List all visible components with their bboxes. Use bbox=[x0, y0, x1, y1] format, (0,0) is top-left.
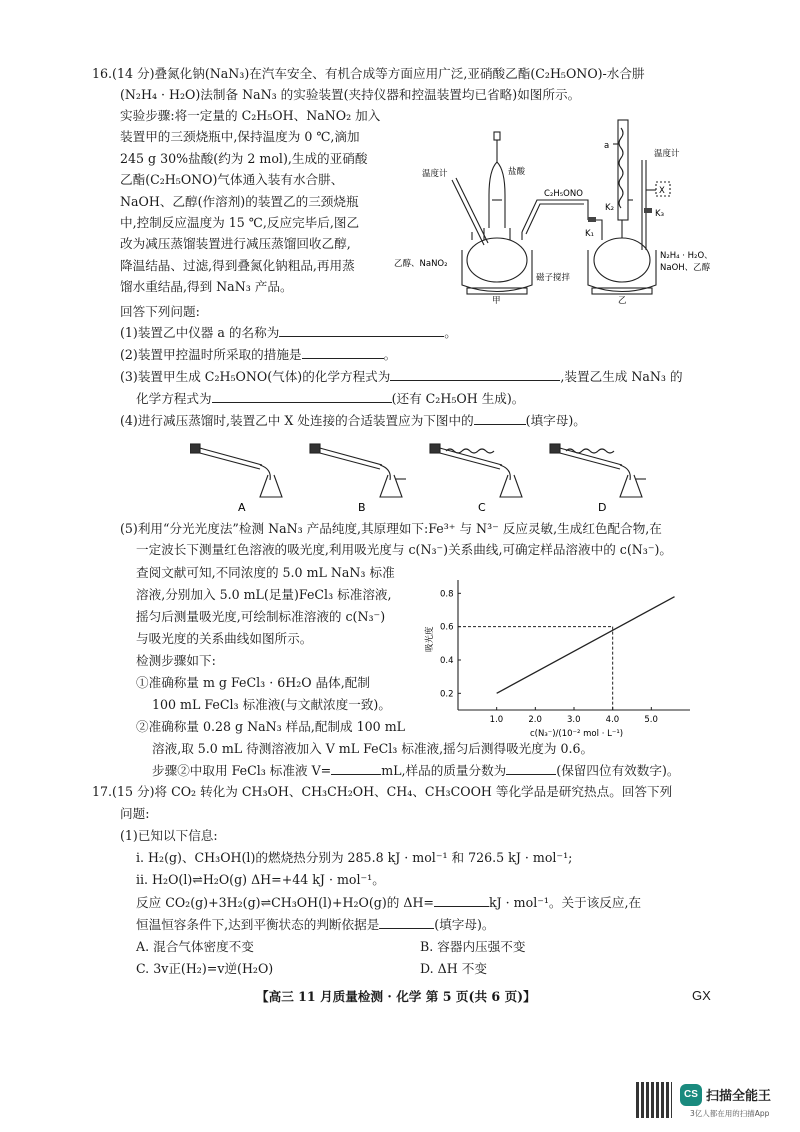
q16-sub5-text: 步骤②中取用 FeCl₃ 标准液 V= bbox=[152, 763, 332, 778]
q17-option-b: B. 容器内压强不变 bbox=[420, 939, 526, 954]
calibration-chart bbox=[420, 572, 710, 740]
q16-sub3-text: (还有 C₂H₅OH 生成)。 bbox=[391, 391, 525, 406]
answer-blank[interactable] bbox=[379, 916, 434, 929]
q16-line1: 16.(14 分)叠氮化钠(NaN₃)在汽车安全、有机合成等方面应用广泛,亚硝酸乙酯(C₂H₅ONO)-水合肼 bbox=[92, 66, 645, 81]
q16-sub3-text: (3)装置甲生成 C₂H₅ONO(气体)的化学方程式为 bbox=[120, 369, 391, 384]
label-left-contents: 乙醇、NaNO₂ bbox=[394, 259, 448, 269]
label-k1: K₁ bbox=[585, 229, 594, 239]
chart-series bbox=[458, 597, 675, 710]
page-footer: 【高三 11 月质量检测 · 化学 第 5 页(共 6 页)】 bbox=[256, 989, 536, 1004]
q16-sub5-text: 摇匀后测量吸光度,可绘制标准溶液的 c(N₃⁻) bbox=[136, 609, 386, 624]
q16-para: NaOH、乙醇(作溶剂)的装置乙的三颈烧瓶 bbox=[120, 194, 359, 209]
q16-sub4-text: (填字母)。 bbox=[525, 413, 586, 428]
chart-ticks bbox=[440, 589, 658, 725]
answer-blank[interactable] bbox=[434, 894, 489, 907]
answer-blank[interactable] bbox=[279, 324, 444, 337]
y-tick-label: 0.4 bbox=[440, 656, 454, 666]
label-jia: 甲 bbox=[492, 296, 501, 305]
q17-sub1: (1)已知以下信息: bbox=[120, 828, 218, 843]
q16-para: 馏水重结晶,得到 NaN₃ 产品。 bbox=[120, 279, 293, 294]
q16-para: 改为减压蒸馏装置进行减压蒸馏回收乙醇, bbox=[120, 236, 351, 251]
label-stirrer: 磁子搅拌 bbox=[536, 273, 571, 283]
q16-sub3 bbox=[120, 367, 683, 386]
q16-sub2 bbox=[120, 345, 396, 364]
chart-axes bbox=[458, 580, 690, 710]
q16-sub1 bbox=[120, 323, 457, 342]
q17-criteria-line bbox=[136, 915, 495, 934]
q16-sub4 bbox=[120, 411, 586, 430]
q16-para: 乙酯(C₂H₅ONO)气体通入装有水合肼、 bbox=[120, 172, 344, 187]
q16-sub5-text: ①准确称量 m g FeCl₃ · 6H₂O 晶体,配制 bbox=[136, 675, 370, 690]
option-d-label: D bbox=[598, 501, 607, 514]
q16-para: 中,控制反应温度为 15 ℃,反应完毕后,图乙 bbox=[120, 215, 360, 230]
q17-option-c: C. 3v正(H₂)=v逆(H₂O) bbox=[136, 961, 274, 976]
q16-sub3-text: 化学方程式为 bbox=[136, 391, 212, 406]
option-c-label: C bbox=[478, 501, 486, 514]
x-tick-label: 4.0 bbox=[605, 715, 620, 725]
paper-code: GX bbox=[692, 988, 711, 1003]
label-hcl: 盐酸 bbox=[508, 167, 526, 177]
q16-sub5-text: (保留四位有效数字)。 bbox=[556, 763, 680, 778]
q16-para: 实验步骤:将一定量的 C₂H₅OH、NaNO₂ 加入 bbox=[120, 108, 381, 123]
q17-option-a: A. 混合气体密度不变 bbox=[136, 939, 254, 954]
condenser-options bbox=[190, 435, 650, 515]
answer-blank[interactable] bbox=[302, 346, 384, 359]
scanner-watermark bbox=[676, 1082, 782, 1122]
q16-sub3-text: ,装置乙生成 NaN₃ 的 bbox=[560, 369, 683, 384]
q17-option-d: D. ΔH 不变 bbox=[420, 961, 487, 976]
q16-sub5-answer-line bbox=[152, 761, 679, 780]
q16-sub5-text: 与吸光度的关系曲线如图所示。 bbox=[136, 631, 313, 646]
apparatus-diagram bbox=[392, 100, 722, 305]
label-right-contents-2: NaOH、乙醇 bbox=[660, 263, 711, 273]
q17-line2: 问题: bbox=[120, 806, 150, 821]
camscanner-logo-icon: CS bbox=[680, 1084, 702, 1106]
q16-para: 装置甲的三颈烧瓶中,保持温度为 0 ℃,滴加 bbox=[120, 129, 360, 144]
q16-sub5-text: 100 mL FeCl₃ 标准液(与文献浓度一致)。 bbox=[152, 697, 391, 712]
x-tick-label: 5.0 bbox=[644, 715, 658, 725]
label-x: X bbox=[659, 186, 665, 196]
q16-sub5-text: 溶液,分别加入 5.0 mL(足量)FeCl₃ 标准溶液, bbox=[136, 587, 392, 602]
q16-sub5-text: 溶液,取 5.0 mL 待测溶液加入 V mL FeCl₃ 标准液,摇匀后测得吸光度为 0.6。 bbox=[152, 741, 594, 756]
label-k3: K₃ bbox=[655, 209, 664, 219]
option-a-label: A bbox=[238, 501, 246, 514]
calibration-line bbox=[497, 597, 675, 694]
watermark-subtitle: 3亿人都在用的扫描App bbox=[690, 1109, 770, 1118]
y-tick-label: 0.6 bbox=[440, 622, 454, 633]
q17-text: 恒温恒容条件下,达到平衡状态的判断依据是 bbox=[136, 917, 380, 932]
label-right-contents-1: N₂H₄ · H₂O、 bbox=[660, 251, 713, 261]
q17-text: kJ · mol⁻¹。关于该反应,在 bbox=[488, 895, 642, 910]
q17-line1: 17.(15 分)将 CO₂ 转化为 CH₃OH、CH₃CH₂OH、CH₄、CH₃COOH 等化学品是研究热点。回答下列 bbox=[92, 784, 673, 799]
answer-blank[interactable] bbox=[212, 390, 392, 403]
q16-sub3-line2 bbox=[136, 389, 524, 408]
q16-sub5-text: 检测步骤如下: bbox=[136, 653, 216, 668]
label-thermometer-left: 温度计 bbox=[422, 169, 448, 179]
q16-para: 245 g 30%盐酸(约为 2 mol),生成的亚硝酸 bbox=[120, 151, 368, 166]
q16-sub4-text: (4)进行减压蒸馏时,装置乙中 X 处连接的合适装置应为下图中的 bbox=[120, 413, 474, 428]
q16-line2: (N₂H₄ · H₂O)法制备 NaN₃ 的实验装置(夹持仪器和控温装置均已省略)如图所示。 bbox=[120, 87, 581, 102]
label-yi: 乙 bbox=[618, 296, 627, 305]
chart-x-axis-label: c(N₃⁻)/(10⁻² mol · L⁻¹) bbox=[530, 729, 624, 739]
option-b-label: B bbox=[358, 501, 366, 514]
q17-reaction-line bbox=[136, 893, 641, 912]
label-a: a bbox=[604, 141, 610, 151]
chart-y-axis-label: 吸光度 bbox=[425, 626, 435, 652]
q17-info-ii: ⅱ. H₂O(l)⇌H₂O(g) ΔH=+44 kJ · mol⁻¹。 bbox=[136, 872, 385, 887]
q16-para: 降温结晶、过滤,得到叠氮化钠粗品,再用蒸 bbox=[120, 258, 355, 273]
q16-sub1-text: (1)装置乙中仪器 a 的名称为 bbox=[120, 325, 280, 340]
q17-text: 反应 CO₂(g)+3H₂(g)⇌CH₃OH(l)+H₂O(g)的 ΔH= bbox=[136, 895, 434, 910]
q16-para: 回答下列问题: bbox=[120, 304, 200, 319]
x-tick-label: 1.0 bbox=[489, 715, 504, 725]
answer-blank[interactable] bbox=[474, 412, 526, 425]
q16-sub1-end: 。 bbox=[444, 325, 457, 340]
label-gas: C₂H₅ONO bbox=[544, 189, 583, 199]
q16-sub5-text: 一定波长下测量红色溶液的吸光度,利用吸光度与 c(N₃⁻)关系曲线,可确定样品溶液中的 c(N₃⁻)。 bbox=[136, 542, 672, 557]
answer-blank[interactable] bbox=[331, 762, 381, 775]
label-thermometer-right: 温度计 bbox=[654, 149, 680, 159]
q16-sub5-text: 查阅文献可知,不同浓度的 5.0 mL NaN₃ 标准 bbox=[136, 565, 395, 580]
q16-sub2-text: (2)装置甲控温时所采取的措施是 bbox=[120, 347, 302, 362]
answer-blank[interactable] bbox=[390, 368, 560, 381]
q17-text: (填字母)。 bbox=[434, 917, 495, 932]
q16-sub5-text: ②准确称量 0.28 g NaN₃ 样品,配制成 100 mL bbox=[136, 719, 406, 734]
q16-sub5-text: (5)利用“分光光度法”检测 NaN₃ 产品纯度,其原理如下:Fe³⁺ 与 N³⁻ 反应灵敏,生成红色配合物,在 bbox=[120, 521, 662, 536]
label-k2: K₂ bbox=[605, 203, 614, 213]
q17-info-i: ⅰ. H₂(g)、CH₃OH(l)的燃烧热分别为 285.8 kJ · mol⁻¹ 和 726.5 kJ · mol⁻¹; bbox=[136, 850, 573, 865]
y-tick-label: 0.2 bbox=[440, 689, 454, 700]
x-tick-label: 2.0 bbox=[528, 715, 542, 725]
q16-sub2-end: 。 bbox=[383, 347, 397, 362]
watermark-title: 扫描全能王 bbox=[706, 1089, 772, 1104]
x-tick-label: 3.0 bbox=[567, 715, 581, 725]
y-tick-label: 0.8 bbox=[440, 589, 454, 600]
answer-blank[interactable] bbox=[506, 762, 556, 775]
qr-code-icon bbox=[636, 1082, 672, 1118]
q16-sub5-text: mL,样品的质量分数为 bbox=[381, 763, 507, 778]
